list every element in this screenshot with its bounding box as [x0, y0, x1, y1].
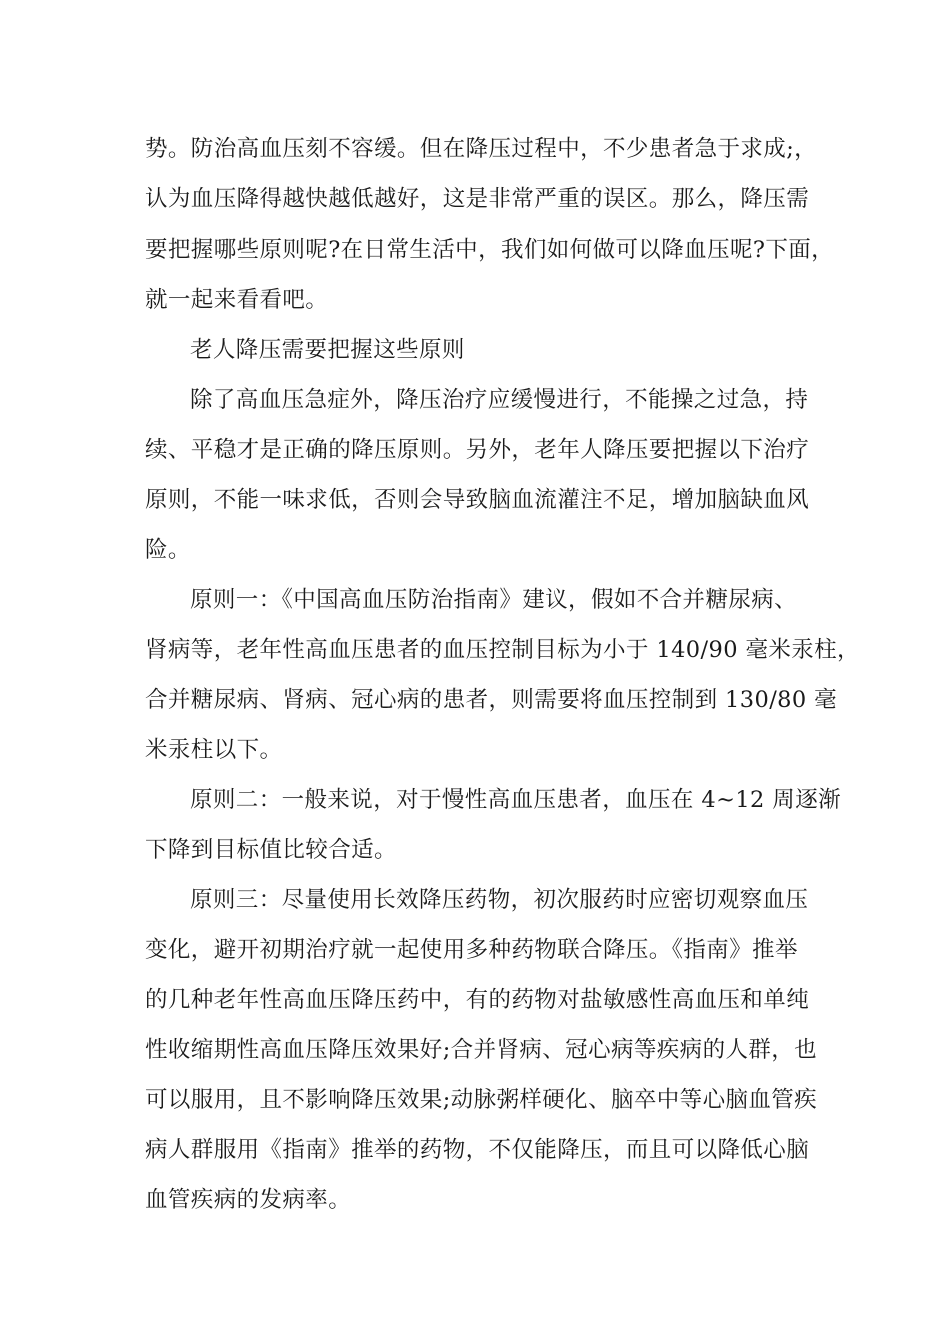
paragraph-line: 原则一：《中国高血压防治指南》建议，假如不合并糖尿病、 [190, 587, 798, 613]
paragraph-line: 就一起来看看吧。 [145, 287, 329, 313]
paragraph-line: 的几种老年性高血压降压药中，有的药物对盐敏感性高血压和单纯 [145, 987, 810, 1013]
paragraph-line: 除了高血压急症外，降压治疗应缓慢进行，不能操之过急，持 [190, 387, 809, 413]
paragraph-line: 可以服用，且不影响降压效果;动脉粥样硬化、脑卒中等心脑血管疾 [145, 1087, 818, 1113]
paragraph-line: 原则三：尽量使用长效降压药物，初次服药时应密切观察血压 [190, 887, 809, 913]
paragraph-line: 原则，不能一味求低，否则会导致脑血流灌注不足，增加脑缺血风 [145, 487, 810, 513]
paragraph-line: 认为血压降得越快越低越好，这是非常严重的误区。那么，降压需 [145, 186, 810, 212]
paragraph-line: 原则二：一般来说，对于慢性高血压患者，血压在 4~12 周逐渐 [190, 787, 842, 813]
paragraph-line: 下降到目标值比较合适。 [145, 837, 397, 863]
paragraph-line: 性收缩期性高血压降压效果好;合并肾病、冠心病等疾病的人群，也 [145, 1037, 818, 1063]
paragraph-line: 险。 [145, 537, 191, 563]
paragraph-line: 合并糖尿病、肾病、冠心病的患者，则需要将血压控制到 130/80 毫 [145, 687, 838, 713]
paragraph-line: 血管疾病的发病率。 [145, 1187, 352, 1213]
paragraph-line: 势。防治高血压刻不容缓。但在降压过程中，不少患者急于求成;， [145, 136, 818, 162]
paragraph-line: 病人群服用《指南》推举的药物，不仅能降压，而且可以降低心脑 [145, 1137, 810, 1163]
section-heading: 老人降压需要把握这些原则 [190, 337, 465, 363]
paragraph-line: 续、平稳才是正确的降压原则。另外，老年人降压要把握以下治疗 [145, 437, 810, 463]
paragraph-line: 米汞柱以下。 [145, 737, 283, 763]
paragraph-line: 要把握哪些原则呢?在日常生活中，我们如何做可以降血压呢?下面， [145, 237, 835, 263]
paragraph-line: 肾病等，老年性高血压患者的血压控制目标为小于 140/90 毫米汞柱， [145, 637, 860, 663]
paragraph-line: 变化，避开初期治疗就一起使用多种药物联合降压。《指南》推举 [145, 937, 798, 963]
